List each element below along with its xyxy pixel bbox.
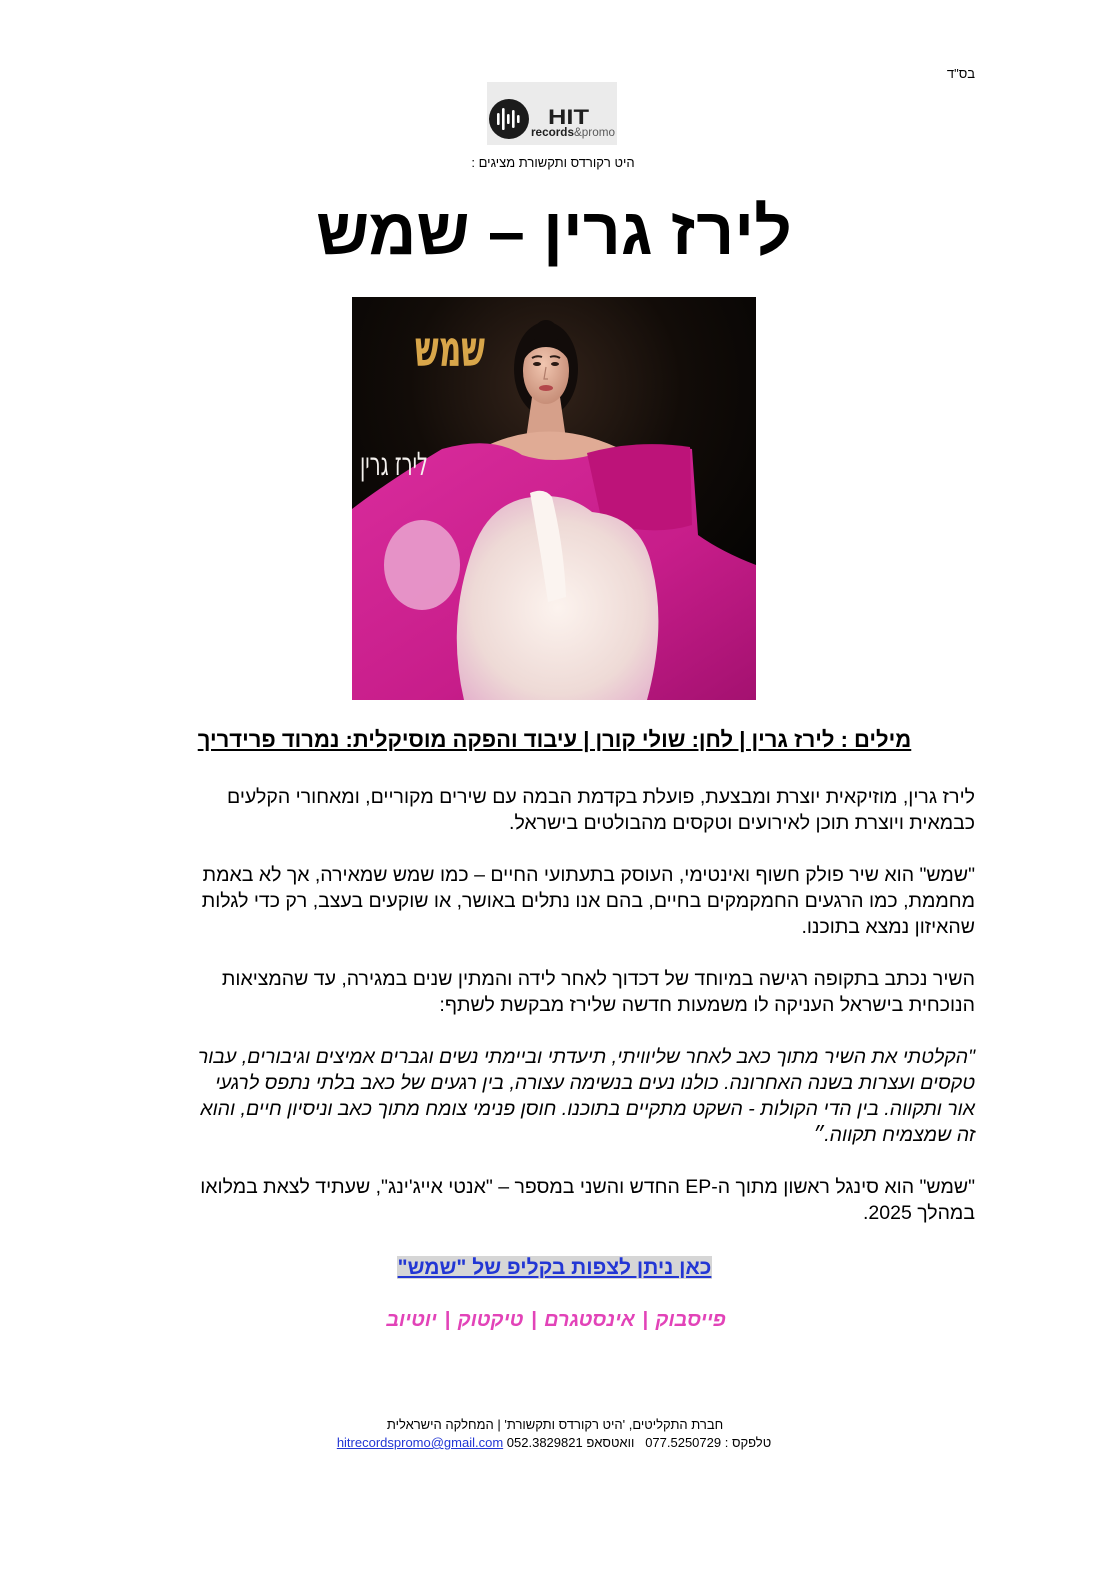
- facebook-link[interactable]: פייסבוק: [655, 1309, 726, 1331]
- logo-graphic: [487, 82, 617, 145]
- text-line-text: שהאיזון נמצא בתוכנו.: [801, 916, 975, 939]
- presents-line: היט רקורדס ותקשורת מציגים :: [471, 155, 635, 170]
- text-line: [140, 810, 975, 836]
- text-line: [140, 1200, 975, 1226]
- text-line-text: לירז גרין, מוזיקאית יוצרת ומבצעת, פועלת בקדמת הבמה עם שירים מקוריים, ומאחורי הקלעים: [227, 786, 975, 808]
- text-line-text: אור ותקווה. בין הדי הקולות - השקט מתקיים בתוכנו. חוסן פנימי צומח מתוך כאב וניסיון חיים, והוא: [200, 1098, 975, 1121]
- text-line-text: "שמש" הוא סינגל ראשון מתוך ה-EP החדש והשני במספר – "אנטי אייג'ינג", שעתיד לצאת במלואו: [200, 1176, 975, 1199]
- text-line: [140, 1174, 975, 1200]
- cover-eye-right: [551, 362, 559, 366]
- text-line-text: במהלך 2025.: [862, 1202, 975, 1225]
- text-line: [140, 1070, 975, 1096]
- text-line: [140, 992, 975, 1018]
- page-title: לירז גרין – שמש: [316, 194, 792, 268]
- text-line-text: מחממת, כמו הרגעים החמקמקים בחיים, בהם אנו נתלים באושר, או שוקעים בעצב, רק כדי לגלות: [201, 890, 975, 913]
- clip-link-row: [0, 1255, 1109, 1281]
- album-cover: [352, 297, 756, 700]
- logo-name: HIT: [548, 106, 590, 129]
- hit-records-logo: [487, 82, 617, 145]
- cover-artist-name: לירז גרין: [360, 445, 428, 483]
- separator: |: [530, 1309, 537, 1331]
- text-line: [140, 966, 975, 992]
- text-line-text: השיר נכתב בתקופה רגישה במיוחד של דכדוך לאחר לידה והמתין שנים במגירה, עד שהמציאות: [221, 967, 975, 990]
- contact-numbers: טלפקס : 077.5250729 וואטסאפ 052.3829821: [503, 1435, 772, 1450]
- separator: |: [642, 1309, 648, 1331]
- cover-eye-left: [533, 362, 541, 366]
- text-line-text: טקסים ועצרות בשנה האחרונה. כולנו נעים בנשימה עצורה, בין רגעים של כאב בלתי נתפס לרגעי: [214, 1072, 975, 1094]
- separator: |: [444, 1309, 451, 1331]
- email-link[interactable]: hitrecordspromo@gmail.com: [336, 1435, 504, 1450]
- album-cover-art: [352, 297, 756, 700]
- body-text: [140, 784, 975, 1252]
- soundwave-play-icon: [489, 99, 529, 139]
- song-credits: [0, 724, 1109, 756]
- cover-song-title: שמש: [415, 320, 486, 378]
- paragraph-artist-quote: [140, 1044, 975, 1149]
- text-line: [140, 862, 975, 888]
- text-line: [140, 784, 975, 810]
- bsd-mark: בס"ד: [946, 66, 975, 81]
- instagram-link[interactable]: אינסטגרם: [544, 1309, 635, 1331]
- footer-contact: [0, 1434, 1108, 1452]
- text-line: [140, 1122, 975, 1148]
- logo-subtitle: [531, 125, 615, 139]
- cover-light-pink-tulle: [384, 520, 460, 610]
- tiktok-link[interactable]: טיקטוק: [457, 1309, 524, 1331]
- logo-subtitle-promo: &promo: [573, 125, 617, 139]
- song-credits-text: מילים : לירז גרין | לחן: שולי קורן | עיבוד והפקה מוסיקלית: נמרוד פרידריך: [197, 727, 912, 752]
- social-links: [0, 1306, 1112, 1334]
- text-line: [140, 1044, 975, 1070]
- logo-subtitle-records: records: [531, 125, 576, 139]
- cover-hair-bun: [536, 320, 556, 336]
- text-line-text: הנוכחית בישראל העניקה לו משמעות חדשה שלירז מבקשת לשתף:: [439, 994, 975, 1017]
- footer-company: חברת התקליטים, 'היט רקורדס ותקשורת' | המחלקה הישראלית: [386, 1417, 724, 1432]
- paragraph-release-info: [140, 1174, 975, 1226]
- text-line: [140, 888, 975, 914]
- watch-clip-link[interactable]: כאן ניתן לצפות בקליפ של "שמש": [397, 1256, 712, 1279]
- paragraph-song-background: [140, 966, 975, 1018]
- cover-lips: [539, 385, 553, 391]
- text-line-text: זה שמצמיח תקווה.״: [812, 1124, 975, 1147]
- youtube-link[interactable]: יוטיוב: [386, 1309, 437, 1331]
- text-line-text: כבמאית ויוצרת תוכן לאירועים וטקסים מהבולטים בישראל.: [509, 812, 975, 835]
- text-line: [140, 914, 975, 940]
- paragraph-song-description: [140, 862, 975, 941]
- text-line-text: "שמש" הוא שיר פולק חשוף ואינטימי, העוסק בתעתועי החיים – כמו שמש שמאירה, אך לא באמת: [202, 863, 975, 886]
- text-line-text: "הקלטתי את השיר מתוך כאב לאחר שליוויתי, תיעדתי וביימתי נשים וגברים אמיצים וגיבורים, עבור: [197, 1045, 975, 1068]
- text-line: [140, 1096, 975, 1122]
- paragraph-artist-bio: [140, 784, 975, 836]
